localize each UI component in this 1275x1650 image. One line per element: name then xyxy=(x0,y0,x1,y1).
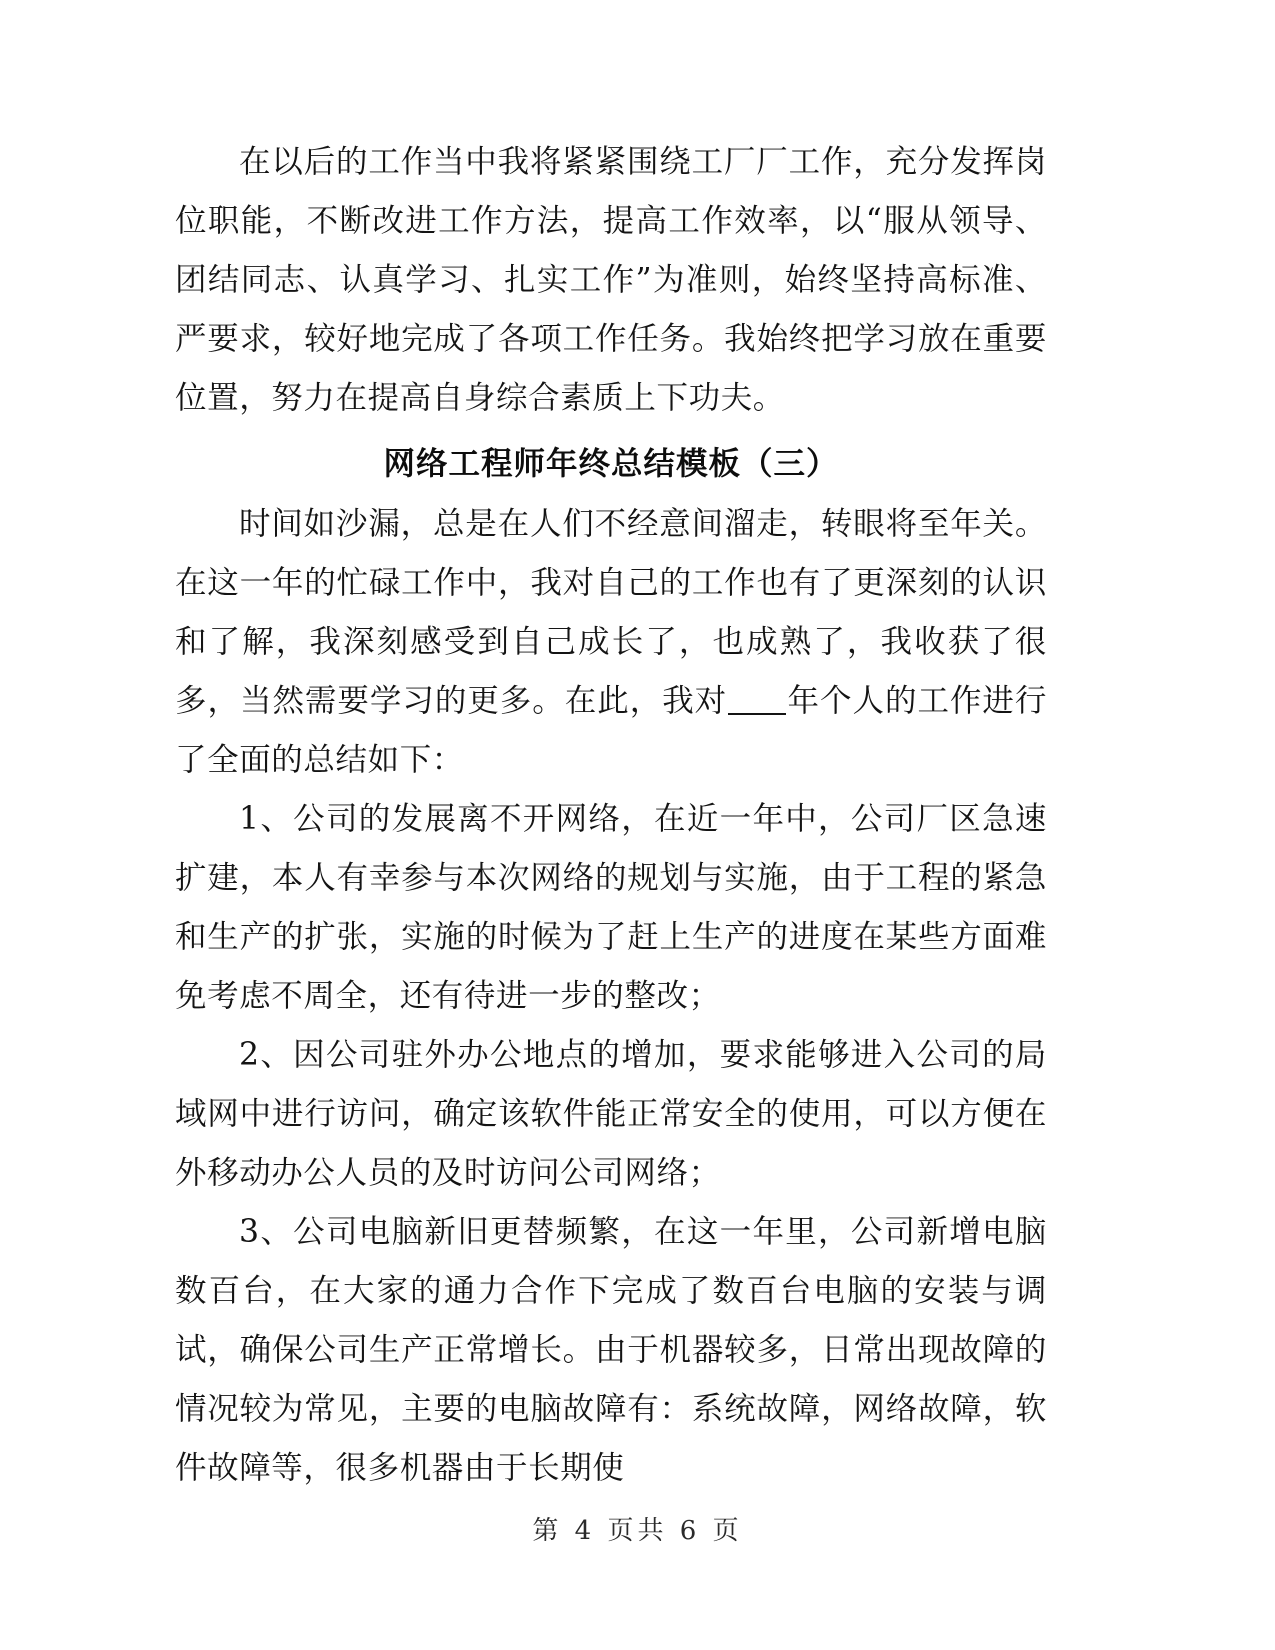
paragraph-spacer xyxy=(175,428,1047,430)
paragraph-item-1: 1、公司的发展离不开网络，在近一年中，公司厂区急速扩建，本人有幸参与本次网络的规划与实施，由于工程的紧急和生产的扩张，实施的时候为了赶上生产的进度在某些方面难免考虑不周全，还有待进一步的整改； xyxy=(175,801,1047,1014)
paragraph-intro-part-2: 年个人的工作进行了全面的总结如下： xyxy=(175,683,1047,778)
section-heading: 网络工程师年终总结模板（三） xyxy=(383,445,839,482)
paragraph-item-2: 2、因公司驻外办公地点的增加，要求能够进入公司的局域网中进行访问，确定该软件能正常安全的使用，可以方便在外移动办公人员的及时访问公司网络； xyxy=(175,1037,1047,1191)
paragraph-item-3: 3、公司电脑新旧更替频繁，在这一年里，公司新增电脑数百台，在大家的通力合作下完成了数百台电脑的安装与调试，确保公司生产正常增长。由于机器较多，日常出现故障的情况较为常见，主要的电脑故障有：系统故障，网络故障，软件故障等，很多机器由于长期使 xyxy=(175,1214,1047,1486)
blank-fill-year[interactable] xyxy=(728,687,786,715)
paragraph-intro xyxy=(175,495,1047,790)
paragraph-intro-part-1: 时间如沙漏，总是在人们不经意间溜走，转眼将至年关。在这一年的忙碌工作中，我对自己的工作也有了更深刻的认识和了解，我深刻感受到自己成长了，也成熟了，我收获了很多，当然需要学习的更多。在此，我对 xyxy=(175,506,1047,719)
page-number-footer: 第 4 页共 6 页 xyxy=(532,1516,743,1546)
paragraph-closing-previous-section: 在以后的工作当中我将紧紧围绕工厂厂工作，充分发挥岗位职能，不断改进工作方法，提高工作效率，以“服从领导、团结同志、认真学习、扎实工作”为准则，始终坚持高标准、严要求，较好地完成了各项工作任务。我始终把学习放在重要位置，努力在提高自身综合素质上下功夫。 xyxy=(175,144,1047,416)
document-body xyxy=(175,133,1047,1498)
